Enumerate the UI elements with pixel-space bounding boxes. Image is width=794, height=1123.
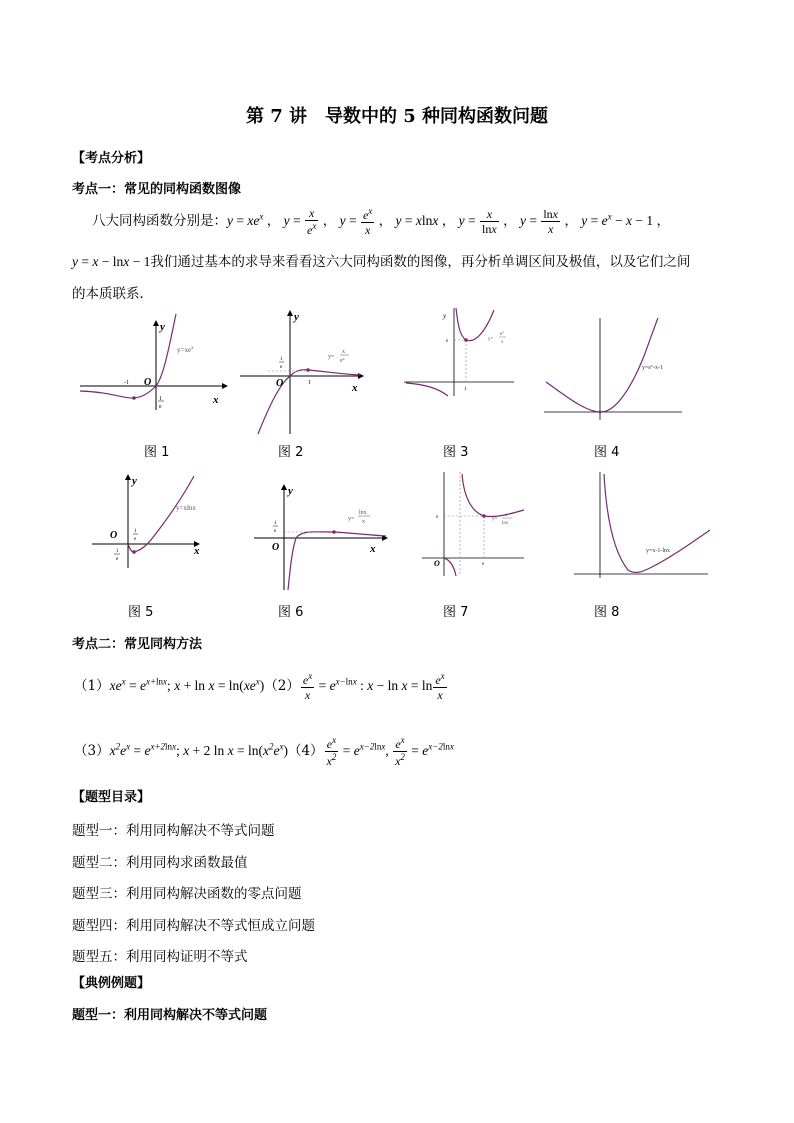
graph-4 — [540, 316, 686, 422]
catalog-item-3: 题型三：利用同构解决函数的零点问题 — [72, 886, 302, 902]
graph-3 — [402, 306, 518, 398]
curve-label: $y=e^x-x-1$ — [642, 363, 664, 371]
tick-e-x: e — [482, 562, 485, 567]
curve-label-prefix: y= — [348, 516, 355, 522]
tick-1e-den: e — [134, 537, 137, 542]
tick-one: 1 — [308, 380, 311, 386]
catalog-item-2: 题型二：利用同构求函数最值 — [72, 855, 248, 871]
method-row-2: $(3)x^2e^x = e^{x+2lnx}$; x + 2 $\ln x = \ln(x^2e^x)(4)$ $\frac{e^x}{x^2}$ = $e^{x-2lnx}$, $\frac{e^x}{x^2}$ = $e^{x-2lnx}$ — [74, 735, 454, 768]
figure-label-2: 图 2 — [278, 445, 304, 460]
curve-7-right — [462, 474, 524, 517]
catalog-item-5: 题型五：利用同构证明不等式 — [72, 949, 248, 965]
method-num-3: （3） — [74, 743, 110, 759]
y-axis-arrow — [125, 474, 131, 480]
figure-label-8: 图 8 — [594, 605, 620, 620]
y-axis-label: y — [132, 475, 137, 487]
figure-label-5: 图 5 — [128, 605, 154, 620]
y-axis-label: y — [160, 321, 165, 333]
graph-7 — [420, 470, 528, 578]
curve-3-left — [406, 383, 448, 396]
method-row-1: $(1)xe^x = e^{x+lnx}$; $x + \ln x = \ln(xe^x)(2)$ $\frac{e^x}{x}$ = $e^{x-lnx}$ : x − ln x = ln $\frac{e^x}{x}$ — [74, 671, 445, 702]
curve-label: $y=xe^x$ — [177, 346, 194, 354]
y-axis-arrow — [287, 310, 293, 316]
graph-1 — [72, 312, 232, 412]
x-axis-arrow — [358, 373, 364, 379]
origin-label: O — [276, 378, 284, 389]
curve-label-den: $e^x$ — [340, 356, 345, 364]
formula-xlnx: y — [395, 213, 402, 228]
min-point — [132, 396, 136, 400]
figure-label-3: 图 3 — [443, 445, 469, 460]
method-formula-1: $xe^x$ — [109, 676, 126, 693]
curve-label-prefix: y= — [488, 337, 494, 342]
catalog-item-1: 题型一：利用同构解决不等式问题 — [72, 823, 275, 839]
method-formula-2: $\frac{e^x}{x}$ — [302, 671, 313, 702]
min-point — [599, 411, 602, 414]
curve-label-den: lnx — [502, 521, 509, 526]
curve-label-num: x — [505, 513, 508, 518]
method-num-2: （2） — [264, 678, 300, 694]
curve-8 — [604, 474, 710, 572]
curve-label: y=x-1-lnx — [646, 548, 671, 554]
intro-lead: 八大同构函数分别是： — [92, 213, 227, 229]
figure-label-6: 图 6 — [278, 605, 304, 620]
figure-label-4: 图 4 — [594, 445, 620, 460]
formula-x-over-lnx: y — [458, 213, 465, 228]
tick-1e-num: 1 — [134, 529, 137, 534]
tick-minus-1e-num: 1 — [159, 396, 162, 402]
y-axis-label: y — [288, 485, 293, 497]
intro-line-1: 八大同构函数分别是：$y = xe^x$ ， y = $\frac{x}{e^x}$ ， y = $\frac{e^x}{x}$ ， y = xlnx ， y = $\frac{x}{\ln x}$ ， y = $\frac{\ln x}{x}$ ， $y = e^x - x - 1$ ， — [92, 206, 670, 237]
tick-1e-num: 1 — [280, 357, 283, 362]
graph-6 — [252, 480, 392, 592]
formula-ex-over-x: y — [339, 213, 346, 228]
curve-label-num: x — [342, 349, 345, 355]
formula-x-over-ex: y — [283, 213, 290, 228]
type-one-heading: 题型一：利用同构解决不等式问题 — [72, 1008, 268, 1023]
min-point — [132, 550, 136, 554]
origin-label: O — [272, 542, 280, 553]
tick-minus-one: -1 — [124, 380, 129, 386]
y-axis-arrow — [153, 320, 159, 326]
curve-label-den: x — [501, 340, 504, 345]
section-analysis-heading: 【考点分析】 — [72, 151, 151, 166]
tick-minus-1e-num: 1 — [116, 549, 119, 554]
graph-2 — [236, 308, 366, 436]
y-axis-arrow — [281, 484, 287, 490]
y-axis-label: y — [294, 311, 299, 323]
x-axis-label: x — [213, 394, 219, 406]
tick-1e-num: 1 — [274, 521, 277, 526]
x-axis-label: x — [352, 382, 358, 394]
curve-label: y=xlnx — [176, 504, 196, 512]
curve-label-prefix: y= — [328, 354, 335, 360]
formula-lnx-over-x: y — [519, 213, 526, 228]
tick-e: e — [436, 515, 439, 520]
curve-7-left — [444, 558, 456, 576]
method-num-1: （1） — [74, 678, 110, 694]
point-one-heading: 考点一：常见的同构函数图像 — [72, 182, 242, 197]
tick-e: e — [446, 339, 449, 344]
origin-label: O — [434, 559, 440, 568]
catalog-item-4: 题型四：利用同构解决不等式恒成立问题 — [72, 918, 315, 934]
curve-5 — [128, 476, 194, 552]
tick-1e-den: e — [280, 365, 283, 370]
page-title: 第 7 讲 导数中的 5 种同构函数问题 — [245, 106, 549, 127]
curve-label-num: $e^x$ — [500, 330, 504, 337]
x-axis-arrow — [222, 383, 228, 389]
tick-one: 1 — [464, 387, 467, 392]
curve-label-den: x — [362, 519, 365, 525]
curve-label-prefix: y= — [492, 517, 498, 522]
origin-label: O — [144, 377, 152, 388]
method-formula-3: $x^2e^x$ — [109, 741, 131, 758]
tick-minus-1e-den: e — [159, 404, 162, 410]
formula-ex-x-1: y — [581, 213, 588, 228]
method-num-4: （4） — [287, 743, 324, 759]
intro-line-2: y = x − lnx − 1我们通过基本的求导来看看这六大同构函数的图像，再分析单调区间及极值，以及它们之间 — [72, 254, 691, 270]
tick-1e-den: e — [274, 529, 277, 534]
graph-8 — [570, 470, 712, 580]
max-point — [306, 368, 310, 372]
y-axis-label: y — [443, 312, 447, 320]
method-formula-4: $\frac{e^x}{x^2}$ — [326, 735, 337, 768]
curve-6 — [288, 532, 386, 590]
point-two-heading: 考点二：常见同构方法 — [72, 637, 203, 652]
formula-x-lnx-1: y — [72, 254, 78, 269]
tick-minus-1e-den: e — [116, 557, 119, 562]
curve-3-right — [456, 308, 494, 341]
catalog-heading: 【题型目录】 — [72, 790, 151, 805]
curve-label-num: lnx — [359, 510, 367, 516]
formula-xex: y — [227, 213, 233, 228]
examples-heading: 【典例例题】 — [72, 976, 151, 991]
x-axis-label: x — [194, 545, 200, 557]
graph-5 — [88, 470, 206, 570]
figure-label-1: 图 1 — [144, 445, 170, 460]
origin-label: O — [110, 530, 118, 541]
min-point — [464, 338, 468, 342]
intro-line-3: 的本质联系． — [72, 286, 153, 302]
figure-label-7: 图 7 — [443, 605, 469, 620]
min-point — [482, 514, 486, 518]
intro-tail: 我们通过基本的求导来看看这六大同构函数的图像，再分析单调区间及极值，以及它们之间 — [150, 254, 691, 270]
max-point — [332, 530, 336, 534]
x-axis-label: x — [370, 543, 376, 555]
